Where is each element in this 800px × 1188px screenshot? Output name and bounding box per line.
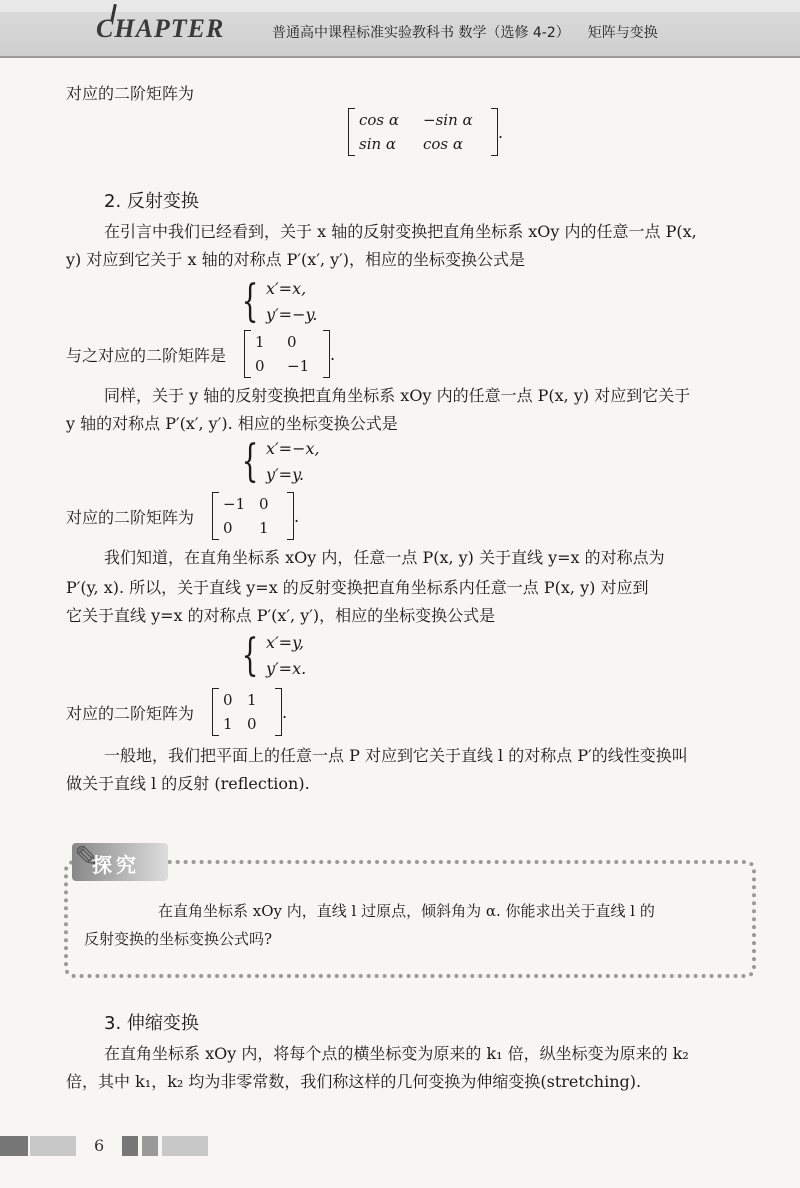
paragraph-line: 在引言中我们已经看到，关于 x 轴的反射变换把直角坐标系 xOy 内的任意一点 P(x, <box>104 222 697 241</box>
matrix-cell: sin α <box>359 135 397 153</box>
equation-system: { x′=y, y′=x. <box>241 630 307 681</box>
paragraph-line: y 轴的对称点 P′(x′, y′). 相应的坐标变换公式是 <box>66 414 398 433</box>
paragraph-line: 在直角坐标系 xOy 内，将每个点的横坐标变为原来的 k₁ 倍，纵坐标变为原来的 k₂ <box>104 1044 689 1063</box>
matrix-lead: 对应的二阶矩阵为 <box>66 508 195 527</box>
matrix-cell: 1 <box>223 715 233 733</box>
topic-name: 矩阵与变换 <box>587 25 658 41</box>
paragraph-line: 它关于直线 y=x 的对称点 P′(x′, y′)，相应的坐标变换公式是 <box>66 606 496 625</box>
matrix-cell: 0 <box>259 495 269 513</box>
paragraph-line: P′(y, x). 所以，关于直线 y=x 的反射变换把直角坐标系内任意一点 P(x, y) 对应到 <box>66 578 649 597</box>
rotation-matrix: cos α −sin α sin α cos α . <box>348 108 503 156</box>
matrix-cell: 1 <box>255 333 265 351</box>
footer-block <box>0 1136 28 1156</box>
matrix-cell: 0 <box>223 519 233 537</box>
section-heading-reflection: 2. 反射变换 <box>104 191 199 212</box>
equation-line: x′=x, <box>266 279 307 298</box>
matrix-lead: 对应的二阶矩阵为 <box>66 704 195 723</box>
pencil-icon: ✎ <box>74 840 100 875</box>
page-number: 6 <box>94 1136 105 1155</box>
matrix: 0 1 1 0 . <box>212 688 287 736</box>
equation-line: x′=y, <box>266 633 305 652</box>
matrix-cell: 1 <box>247 691 257 709</box>
matrix-cell: 1 <box>259 519 269 537</box>
matrix-cell: 0 <box>255 357 265 375</box>
matrix: −1 0 0 1 . <box>212 492 299 540</box>
paragraph-line: y) 对应到它关于 x 轴的对称点 P′(x′, y′)，相应的坐标变换公式是 <box>66 250 526 269</box>
matrix-cell: −1 <box>287 357 310 375</box>
equation-line: y′=x. <box>266 659 307 678</box>
equation-line: y′=−y. <box>266 305 318 324</box>
chapter-label: CHAPTER <box>96 14 225 43</box>
header-divider <box>0 56 800 58</box>
header-band <box>0 0 800 12</box>
matrix-cell: 0 <box>287 333 297 351</box>
matrix-cell: −sin α <box>423 111 473 129</box>
book-name: 普通高中课程标准实验教科书 数学（选修 4-2） <box>272 25 570 41</box>
equation-line: x′=−x, <box>266 439 320 458</box>
matrix-lead: 与之对应的二阶矩阵是 <box>66 346 227 365</box>
matrix-cell: 0 <box>223 691 233 709</box>
intro-text: 对应的二阶矩阵为 <box>66 84 195 103</box>
paragraph-line: 做关于直线 l 的反射 (reflection). <box>66 774 310 793</box>
paragraph-line: 同样，关于 y 轴的反射变换把直角坐标系 xOy 内的任意一点 P(x, y) 对应到它关于 <box>104 386 691 405</box>
matrix: 1 0 0 −1 . <box>244 330 335 378</box>
footer-block <box>142 1136 158 1156</box>
paragraph-line: 我们知道，在直角坐标系 xOy 内，任意一点 P(x, y) 关于直线 y=x 的对称点为 <box>104 548 665 567</box>
matrix-cell: 0 <box>247 715 257 733</box>
paragraph-line: 一般地，我们把平面上的任意一点 P 对应到它关于直线 l 的对称点 P′的线性变换叫 <box>104 746 688 765</box>
matrix-cell: cos α <box>423 135 464 153</box>
explore-line: 反射变换的坐标变换公式吗? <box>84 930 273 948</box>
book-title <box>272 22 658 42</box>
footer-block <box>162 1136 208 1156</box>
equation-system: { x′=−x, y′=y. <box>241 436 320 487</box>
explore-title: 探究 <box>92 853 140 877</box>
footer-block <box>122 1136 138 1156</box>
section-heading-stretching: 3. 伸缩变换 <box>104 1013 199 1034</box>
equation-system: { x′=x, y′=−y. <box>241 276 318 327</box>
equation-line: y′=y. <box>266 465 305 484</box>
footer-block <box>30 1136 76 1156</box>
matrix-cell: −1 <box>223 495 246 513</box>
paragraph-line: 倍，其中 k₁，k₂ 均为非零常数，我们称这样的几何变换为伸缩变换(stretching). <box>66 1072 642 1091</box>
explore-line: 在直角坐标系 xOy 内，直线 l 过原点，倾斜角为 α. 你能求出关于直线 l 的 <box>158 902 655 920</box>
matrix-cell: cos α <box>359 111 400 129</box>
